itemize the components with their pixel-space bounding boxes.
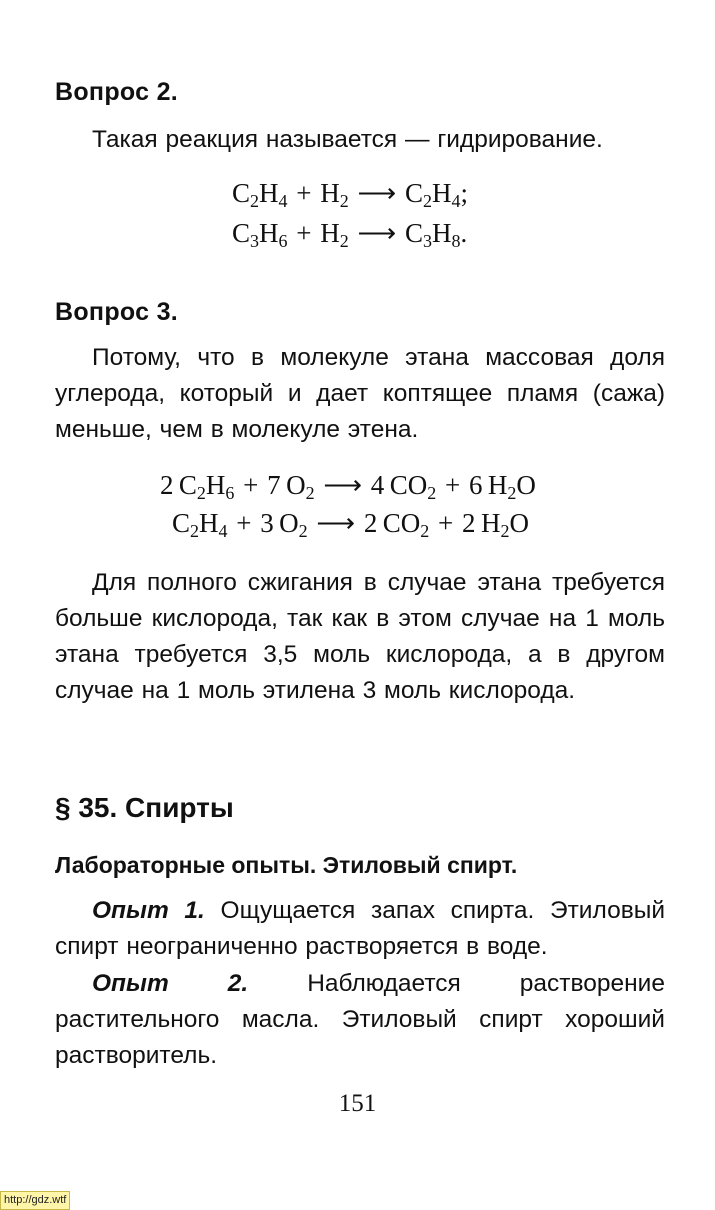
section-title: § 35. Спирты bbox=[55, 792, 234, 823]
question-2-text: Такая реакция называется — гидрирование. bbox=[92, 126, 603, 153]
question-3-text: Потому, что в молекуле этана массовая доля углерода, который и дает коптящее пламя (сажа) меньше, чем в молекуле этена. bbox=[55, 344, 665, 443]
equation-combustion-ethane: 2 $C_2H_6 + 7$ $O_2$ ⟶ 4 $CO_2 + 6$ $H_2O$ bbox=[160, 470, 536, 503]
equation-hydrogenation-propene: $C_3H_6 + H_2$ ⟶ $C_3H_8$. bbox=[232, 218, 468, 251]
lab-title: Лабораторные опыты. Этиловый спирт. bbox=[55, 852, 518, 878]
experiment-1-text: Ощущается запах спирта. Этиловый спирт неограниченно растворяется в воде. bbox=[55, 897, 665, 960]
equation-hydrogenation-ethene: $C_2H_4 + H_2$ ⟶ $C_2H_4$; bbox=[232, 178, 468, 211]
question-3-heading: Вопрос 3. bbox=[55, 298, 179, 326]
page-number: 151 bbox=[338, 1090, 377, 1117]
equation-combustion-ethene: $C_2H_4 + 3$ $O_2$ ⟶ 2 $CO_2 + 2$ $H_2O$ bbox=[172, 508, 529, 541]
question-3-conclusion: Для полного сжигания в случае этана требуется больше кислорода, так как в этом случае на 1 моль этана требуется 3,5 моль кислорода, а в другом случае на 1 моль этилена 3 моль кислорода. bbox=[55, 569, 665, 704]
source-url-label[interactable]: http://gdz.wtf bbox=[0, 1191, 70, 1210]
experiment-2-label: Опыт 2. bbox=[92, 970, 249, 997]
experiment-2-text: Наблюдается растворение растительного масла. Этиловый спирт хороший растворитель. bbox=[55, 970, 665, 1069]
experiment-2 bbox=[55, 966, 665, 1074]
experiment-1 bbox=[55, 893, 665, 965]
question-2-heading: Вопрос 2. bbox=[55, 78, 179, 106]
experiment-1-label: Опыт 1. bbox=[92, 897, 205, 924]
